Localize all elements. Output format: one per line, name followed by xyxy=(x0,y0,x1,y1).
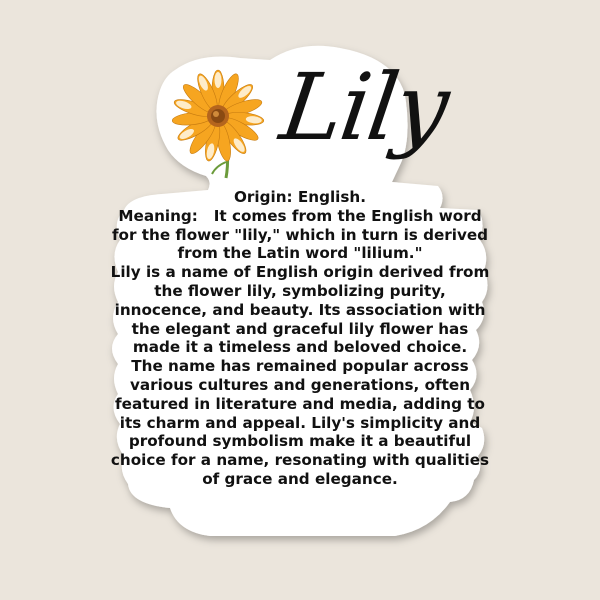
meaning-line xyxy=(110,207,490,263)
description-block xyxy=(110,188,490,489)
origin-line xyxy=(110,188,490,207)
meaning-value: It comes from the English word for the flower "lily," which in turn is derived from the Latin word "lilium." xyxy=(111,206,489,263)
name-title: Lily xyxy=(274,54,454,161)
origin-label: Origin: xyxy=(234,188,293,206)
origin-value: English. xyxy=(297,188,366,206)
daisy-flower-icon xyxy=(160,66,280,186)
description-paragraph: Lily is a name of English origin derived from the flower lily, symbolizing purity, innocence, and beauty. Its association with the elegant and graceful lily flower has made it a timeless and beloved choice. xyxy=(110,263,490,357)
meaning-label: Meaning: xyxy=(118,206,198,225)
description-paragraph: The name has remained popular across various cultures and generations, often featured in literature and media, adding to its charm and appeal. Lily's simplicity and profound symbolism make it a beautiful choice for a name, resonating with qualities of grace and elegance. xyxy=(110,357,490,488)
